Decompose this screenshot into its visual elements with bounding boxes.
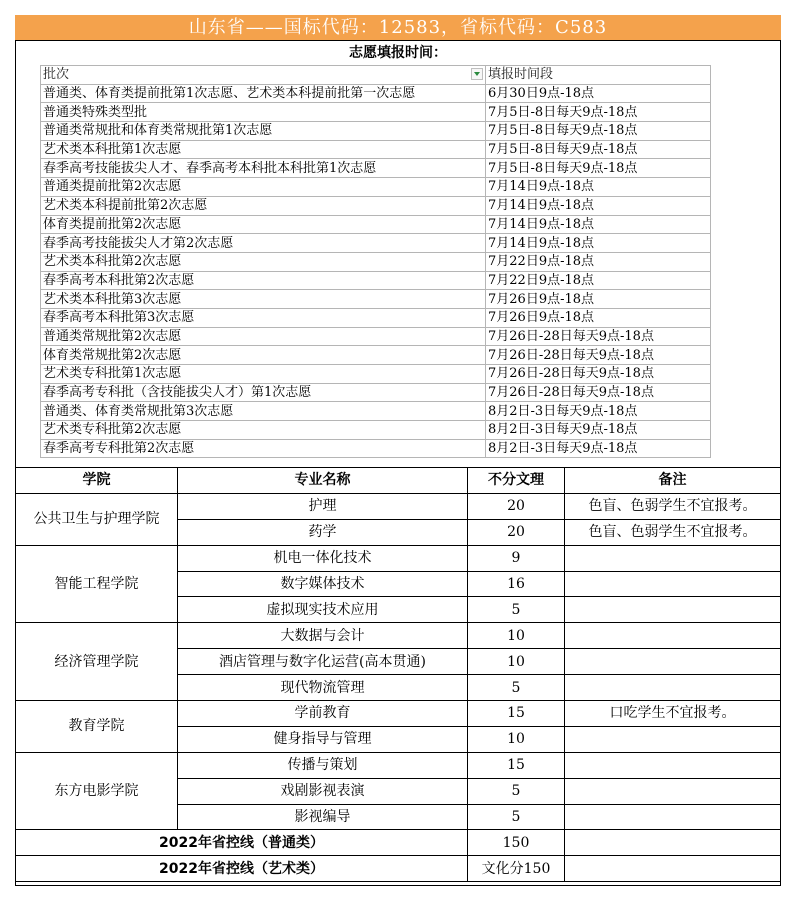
college-cell: 公共卫生与护理学院 xyxy=(16,493,178,545)
batch-column-label: 批次 xyxy=(43,67,70,83)
major-count-cell: 15 xyxy=(468,752,565,778)
schedule-time-cell: 7月22日9点-18点 xyxy=(486,252,711,271)
schedule-batch-cell: 春季高考专科批第2次志愿 xyxy=(41,439,486,458)
major-count-cell: 20 xyxy=(468,519,565,545)
major-count-cell: 10 xyxy=(468,623,565,649)
schedule-row xyxy=(41,439,711,458)
schedule-time-cell: 7月26日-28日每天9点-18点 xyxy=(486,346,711,365)
major-name-cell: 戏剧影视表演 xyxy=(178,778,468,804)
major-note-cell: 口吃学生不宜报考。 xyxy=(565,701,781,727)
schedule-time-cell: 7月14日9点-18点 xyxy=(486,215,711,234)
major-note-cell xyxy=(565,545,781,571)
schedule-batch-header xyxy=(41,66,486,85)
schedule-batch-cell: 春季高考本科批第3次志愿 xyxy=(41,308,486,327)
schedule-batch-cell: 春季高考本科批第2次志愿 xyxy=(41,271,486,290)
major-name-cell: 现代物流管理 xyxy=(178,675,468,701)
major-count-cell: 5 xyxy=(468,778,565,804)
note-header: 备注 xyxy=(565,468,781,494)
college-cell: 智能工程学院 xyxy=(16,545,178,623)
college-cell: 经济管理学院 xyxy=(16,623,178,701)
schedule-row xyxy=(41,234,711,253)
major-note-cell xyxy=(565,804,781,830)
control-line-note xyxy=(565,830,781,856)
schedule-row xyxy=(41,252,711,271)
schedule-batch-cell: 普通类常规批和体育类常规批第1次志愿 xyxy=(41,122,486,141)
major-count-cell: 5 xyxy=(468,804,565,830)
schedule-time-cell: 7月26日9点-18点 xyxy=(486,308,711,327)
schedule-row xyxy=(41,215,711,234)
major-name-cell: 影视编导 xyxy=(178,804,468,830)
schedule-time-cell: 7月22日9点-18点 xyxy=(486,271,711,290)
college-cell: 教育学院 xyxy=(16,701,178,753)
schedule-row xyxy=(41,140,711,159)
schedule-row xyxy=(41,178,711,197)
schedule-row xyxy=(41,159,711,178)
major-note-cell xyxy=(565,623,781,649)
schedule-time-cell: 8月2日-3日每天9点-18点 xyxy=(486,439,711,458)
majors-header-row xyxy=(16,468,781,494)
major-note-cell: 色盲、色弱学生不宜报考。 xyxy=(565,519,781,545)
schedule-time-cell: 7月26日-28日每天9点-18点 xyxy=(486,383,711,402)
college-cell: 东方电影学院 xyxy=(16,752,178,830)
major-name-cell: 数字媒体技术 xyxy=(178,571,468,597)
major-count-cell: 10 xyxy=(468,649,565,675)
schedule-batch-cell: 艺术类专科批第2次志愿 xyxy=(41,421,486,440)
schedule-heading: 志愿填报时间： xyxy=(349,45,447,61)
major-row xyxy=(16,545,781,571)
schedule-row xyxy=(41,327,711,346)
major-note-cell xyxy=(565,649,781,675)
control-line-note xyxy=(565,856,781,882)
schedule-time-cell: 7月26日-28日每天9点-18点 xyxy=(486,327,711,346)
schedule-batch-cell: 艺术类本科批第3次志愿 xyxy=(41,290,486,309)
major-note-cell xyxy=(565,752,781,778)
schedule-row xyxy=(41,271,711,290)
schedule-batch-cell: 普通类提前批第2次志愿 xyxy=(41,178,486,197)
major-count-cell: 5 xyxy=(468,597,565,623)
schedule-batch-cell: 春季高考专科批（含技能拔尖人才）第1次志愿 xyxy=(41,383,486,402)
major-note-cell xyxy=(565,675,781,701)
majors-table xyxy=(15,467,781,882)
major-note-cell xyxy=(565,597,781,623)
major-name-cell: 健身指导与管理 xyxy=(178,726,468,752)
count-header: 不分文理 xyxy=(468,468,565,494)
schedule-batch-cell: 艺术类专科批第1次志愿 xyxy=(41,365,486,384)
schedule-batch-cell: 普通类特殊类型批 xyxy=(41,103,486,122)
major-name-cell: 药学 xyxy=(178,519,468,545)
control-line-label: 2022年省控线（普通类） xyxy=(16,830,468,856)
schedule-time-cell: 7月5日-8日每天9点-18点 xyxy=(486,122,711,141)
schedule-row xyxy=(41,103,711,122)
schedule-row xyxy=(41,402,711,421)
schedule-table xyxy=(40,65,711,458)
schedule-batch-cell: 普通类、体育类提前批第1次志愿、艺术类本科提前批第一次志愿 xyxy=(41,84,486,103)
schedule-time-cell: 7月5日-8日每天9点-18点 xyxy=(486,159,711,178)
major-count-cell: 5 xyxy=(468,675,565,701)
control-line-value: 150 xyxy=(468,830,565,856)
major-row xyxy=(16,701,781,727)
schedule-time-cell: 7月5日-8日每天9点-18点 xyxy=(486,103,711,122)
major-note-cell xyxy=(565,571,781,597)
schedule-batch-cell: 艺术类本科批第2次志愿 xyxy=(41,252,486,271)
schedule-row xyxy=(41,308,711,327)
schedule-row xyxy=(41,122,711,141)
schedule-batch-cell: 艺术类本科提前批第2次志愿 xyxy=(41,196,486,215)
schedule-batch-cell: 春季高考技能拔尖人才第2次志愿 xyxy=(41,234,486,253)
control-line-label: 2022年省控线（艺术类） xyxy=(16,856,468,882)
schedule-row xyxy=(41,365,711,384)
major-note-cell: 色盲、色弱学生不宜报考。 xyxy=(565,493,781,519)
schedule-time-cell: 7月26日-28日每天9点-18点 xyxy=(486,365,711,384)
schedule-batch-cell: 艺术类本科批第1次志愿 xyxy=(41,140,486,159)
schedule-row xyxy=(41,383,711,402)
major-row xyxy=(16,493,781,519)
major-count-cell: 16 xyxy=(468,571,565,597)
schedule-row xyxy=(41,346,711,365)
major-name-cell: 学前教育 xyxy=(178,701,468,727)
schedule-time-cell: 7月14日9点-18点 xyxy=(486,196,711,215)
page-title: 山东省——国标代码：12583，省标代码：C583 xyxy=(15,15,781,41)
schedule-batch-cell: 体育类提前批第2次志愿 xyxy=(41,215,486,234)
schedule-time-cell: 7月26日9点-18点 xyxy=(486,290,711,309)
control-line-row xyxy=(16,856,781,882)
schedule-row xyxy=(41,290,711,309)
major-count-cell: 15 xyxy=(468,701,565,727)
schedule-time-cell: 7月14日9点-18点 xyxy=(486,178,711,197)
filter-dropdown-icon[interactable] xyxy=(471,68,483,80)
schedule-batch-cell: 普通类、体育类常规批第3次志愿 xyxy=(41,402,486,421)
schedule-batch-cell: 春季高考技能拔尖人才、春季高考本科批本科批第1次志愿 xyxy=(41,159,486,178)
major-name-cell: 传播与策划 xyxy=(178,752,468,778)
major-header: 专业名称 xyxy=(178,468,468,494)
schedule-row xyxy=(41,84,711,103)
major-name-cell: 酒店管理与数字化运营(高本贯通) xyxy=(178,649,468,675)
schedule-time-cell: 7月5日-8日每天9点-18点 xyxy=(486,140,711,159)
major-count-cell: 9 xyxy=(468,545,565,571)
schedule-row xyxy=(41,421,711,440)
major-row xyxy=(16,623,781,649)
schedule-time-header: 填报时间段 xyxy=(486,66,711,85)
major-name-cell: 护理 xyxy=(178,493,468,519)
schedule-header-row xyxy=(41,66,711,85)
schedule-batch-cell: 体育类常规批第2次志愿 xyxy=(41,346,486,365)
schedule-batch-cell: 普通类常规批第2次志愿 xyxy=(41,327,486,346)
schedule-row xyxy=(41,196,711,215)
major-note-cell xyxy=(565,726,781,752)
control-line-value: 文化分150 xyxy=(468,856,565,882)
schedule-time-cell: 6月30日9点-18点 xyxy=(486,84,711,103)
major-count-cell: 10 xyxy=(468,726,565,752)
major-name-cell: 虚拟现实技术应用 xyxy=(178,597,468,623)
major-count-cell: 20 xyxy=(468,493,565,519)
schedule-time-cell: 8月2日-3日每天9点-18点 xyxy=(486,402,711,421)
major-name-cell: 大数据与会计 xyxy=(178,623,468,649)
schedule-time-cell: 8月2日-3日每天9点-18点 xyxy=(486,421,711,440)
schedule-time-cell: 7月14日9点-18点 xyxy=(486,234,711,253)
major-name-cell: 机电一体化技术 xyxy=(178,545,468,571)
major-row xyxy=(16,752,781,778)
college-header: 学院 xyxy=(16,468,178,494)
control-line-row xyxy=(16,830,781,856)
major-note-cell xyxy=(565,778,781,804)
